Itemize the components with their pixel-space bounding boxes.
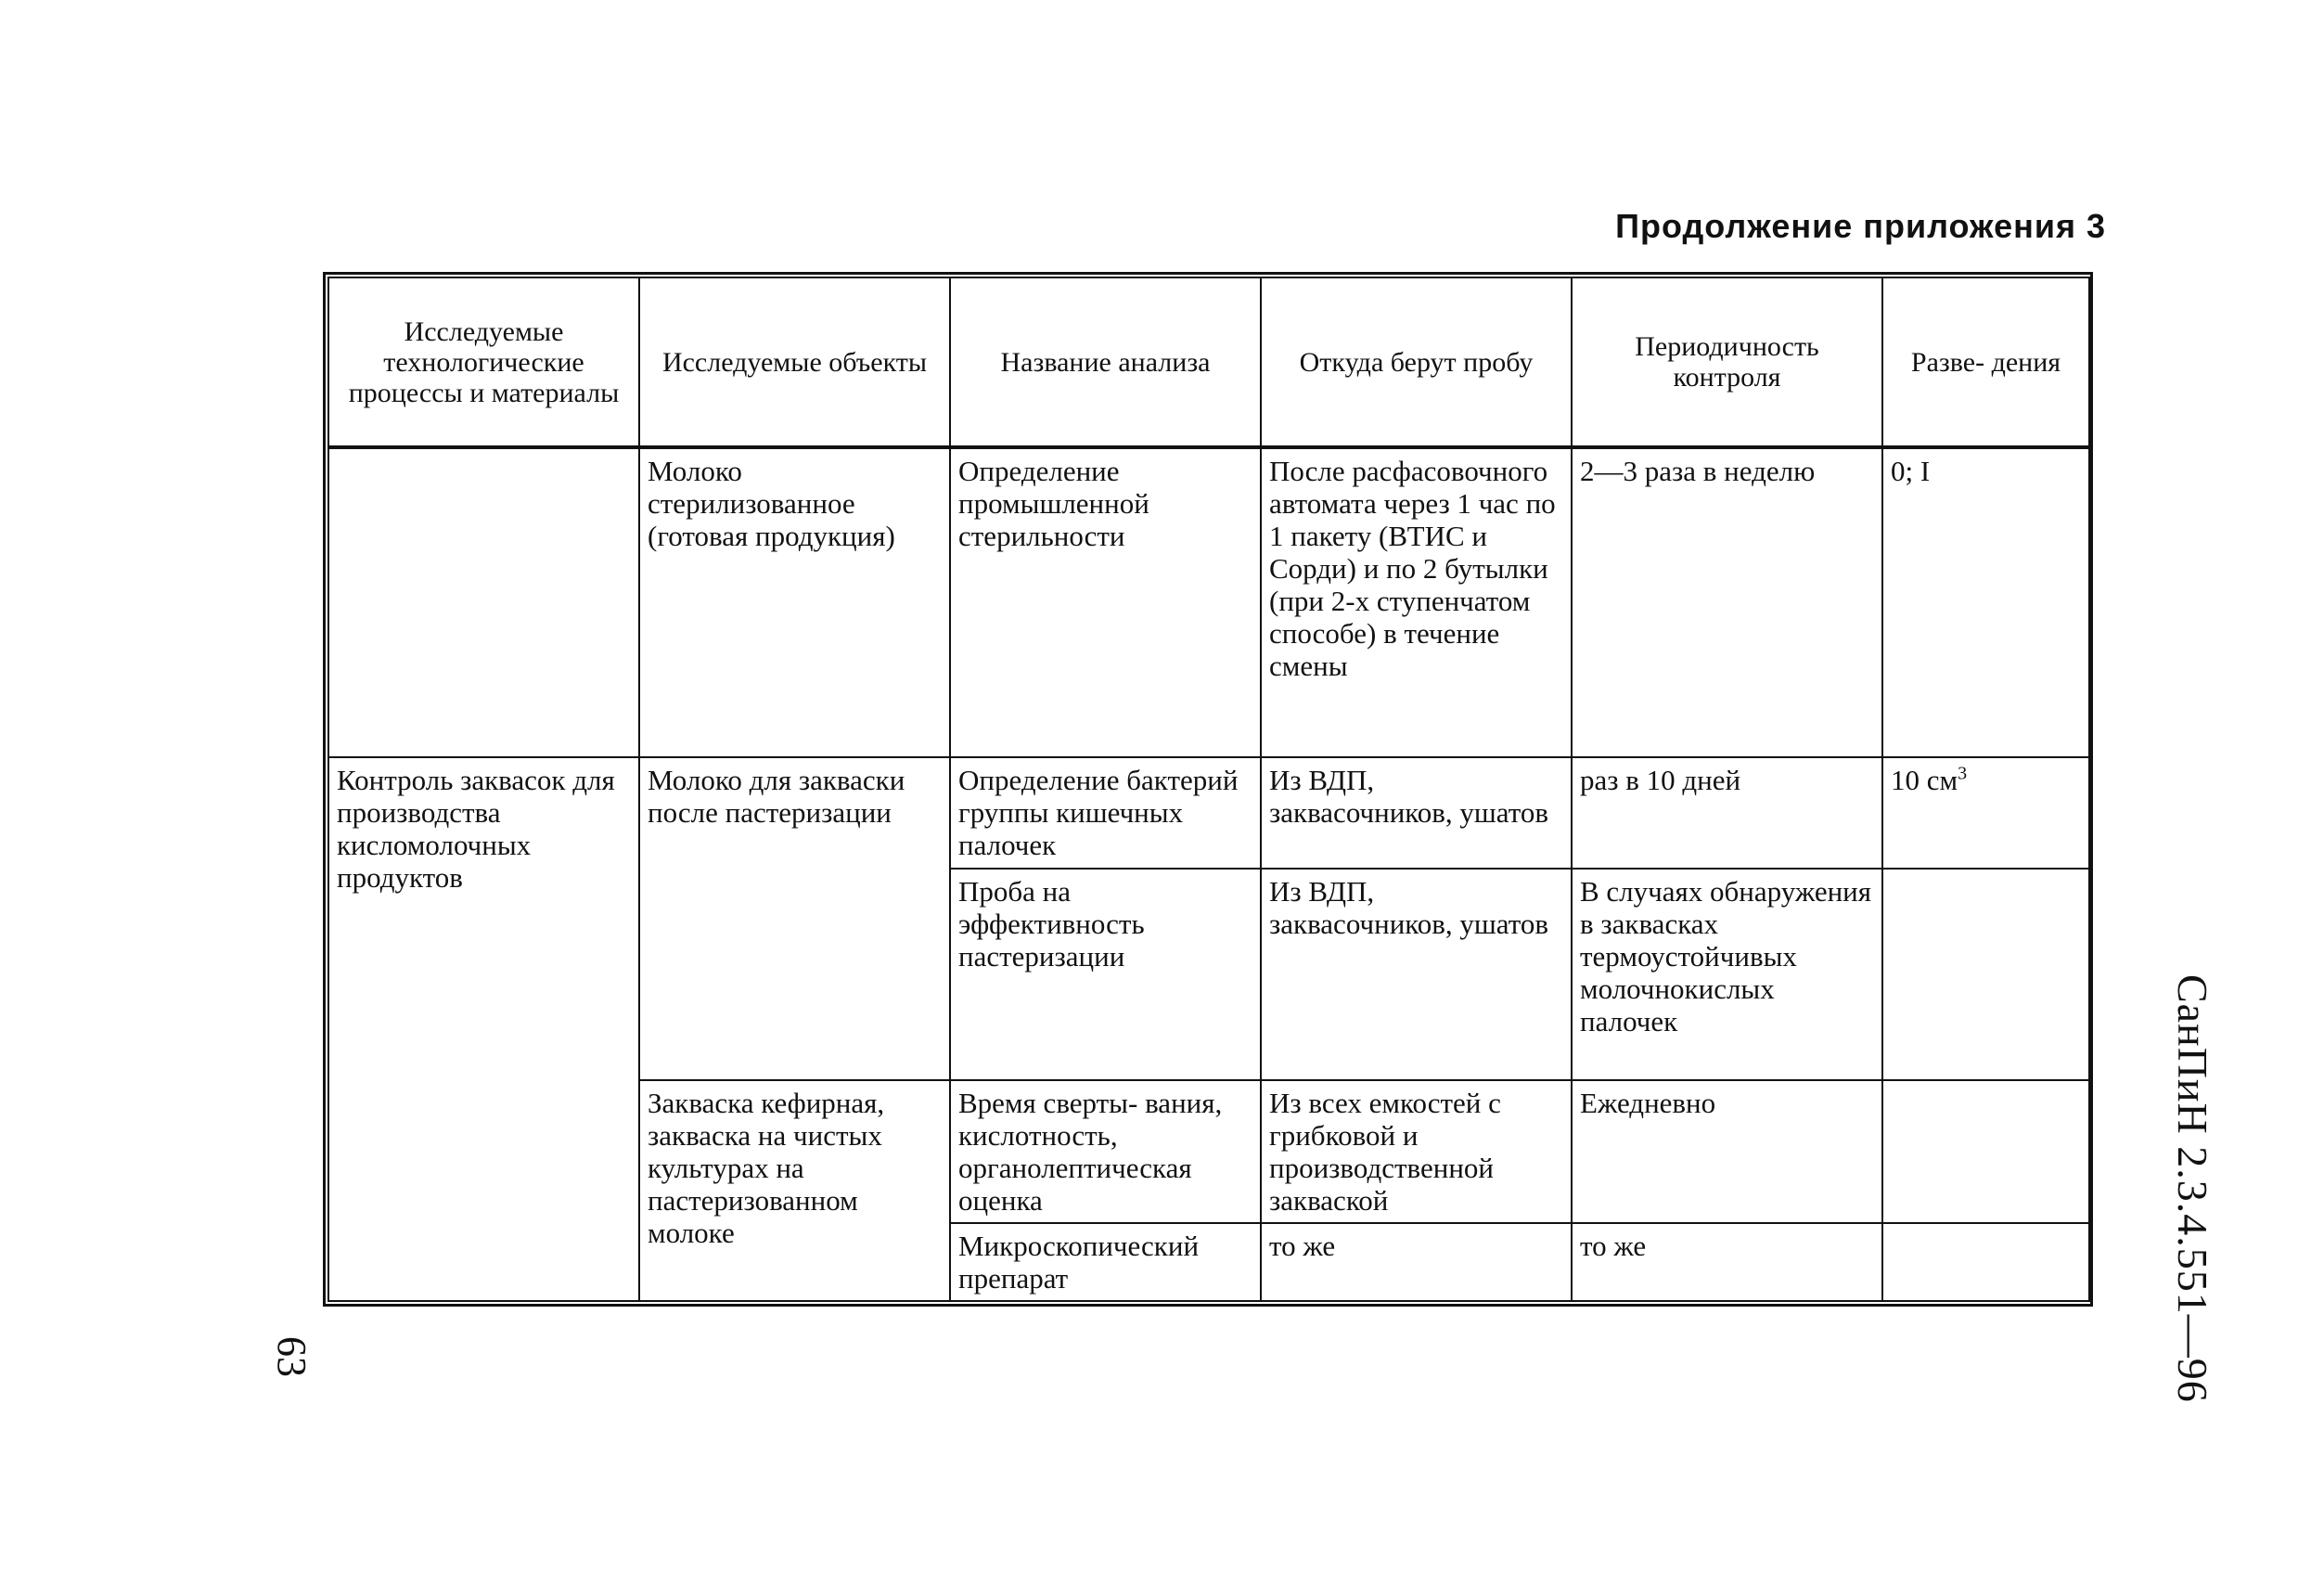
- cell-process: Контроль заквасок для производства кисломолочных продуктов: [328, 757, 639, 1301]
- dilution-superscript: 3: [1958, 763, 1968, 784]
- col-header-analysis: Название анализа: [950, 277, 1261, 447]
- cell-period: Ежедневно: [1572, 1080, 1882, 1223]
- cell-period: то же: [1572, 1223, 1882, 1301]
- cell-sample: После расфасовочного автомата через 1 час по 1 пакету (ВТИС и Сорди) и по 2 бутылки (при 2-х ступенчатом способе) в течение смены: [1261, 447, 1572, 757]
- cell-sample: Из всех емкостей с грибковой и производственной закваской: [1261, 1080, 1572, 1223]
- cell-sample: Из ВДП, заквасочников, ушатов: [1261, 869, 1572, 1080]
- cell-analysis: Определение промышленной стерильности: [950, 447, 1261, 757]
- table-row: [328, 757, 2089, 869]
- document-code-vertical: [2166, 974, 2222, 1401]
- cell-dilution: 0; I: [1882, 447, 2089, 757]
- cell-period: 2—3 раза в неделю: [1572, 447, 1882, 757]
- cell-dilution-empty: [1882, 869, 2089, 1080]
- table-row: [328, 447, 2089, 757]
- cell-analysis: Время сверты- вания, кислотность, органолептическая оценка: [950, 1080, 1261, 1223]
- col-header-period: Периодичность контроля: [1572, 277, 1882, 447]
- page-header-title: Продолжение приложения 3: [1615, 207, 2106, 245]
- cell-dilution-empty: [1882, 1223, 2089, 1301]
- page-number-vertical: [271, 1336, 317, 1392]
- col-header-object: Исследуемые объекты: [639, 277, 950, 447]
- col-header-process: Исследуемые технологические процессы и материалы: [328, 277, 639, 447]
- control-table-frame: [323, 272, 2093, 1307]
- cell-period: раз в 10 дней: [1572, 757, 1882, 869]
- col-header-sample: Откуда берут пробу: [1261, 277, 1572, 447]
- cell-object: Закваска кефирная, закваска на чистых культурах на пастеризованном молоке: [639, 1080, 950, 1301]
- col-header-dilution: Разве- дения: [1882, 277, 2089, 447]
- cell-analysis: Микроскопический препарат: [950, 1223, 1261, 1301]
- page-number-text: 63: [269, 1336, 315, 1377]
- cell-analysis: Проба на эффективность пастеризации: [950, 869, 1261, 1080]
- cell-dilution-empty: [1882, 1080, 2089, 1223]
- cell-period: В случаях обнаружения в заквасках термоустойчивых молочнокислых палочек: [1572, 869, 1882, 1080]
- cell-object: Молоко стерилизованное (готовая продукция): [639, 447, 950, 757]
- control-table: [327, 277, 2090, 1302]
- document-code-text: СанПиН 2.3.4.551—96: [2169, 974, 2216, 1403]
- cell-sample: Из ВДП, заквасочников, ушатов: [1261, 757, 1572, 869]
- cell-process-empty: [328, 447, 639, 757]
- cell-dilution: [1882, 757, 2089, 869]
- dilution-value: 10 см: [1891, 764, 1958, 796]
- cell-sample: то же: [1261, 1223, 1572, 1301]
- cell-object: Молоко для закваски после пастеризации: [639, 757, 950, 1080]
- cell-analysis: Определение бактерий группы кишечных палочек: [950, 757, 1261, 869]
- table-header-row: [328, 277, 2089, 447]
